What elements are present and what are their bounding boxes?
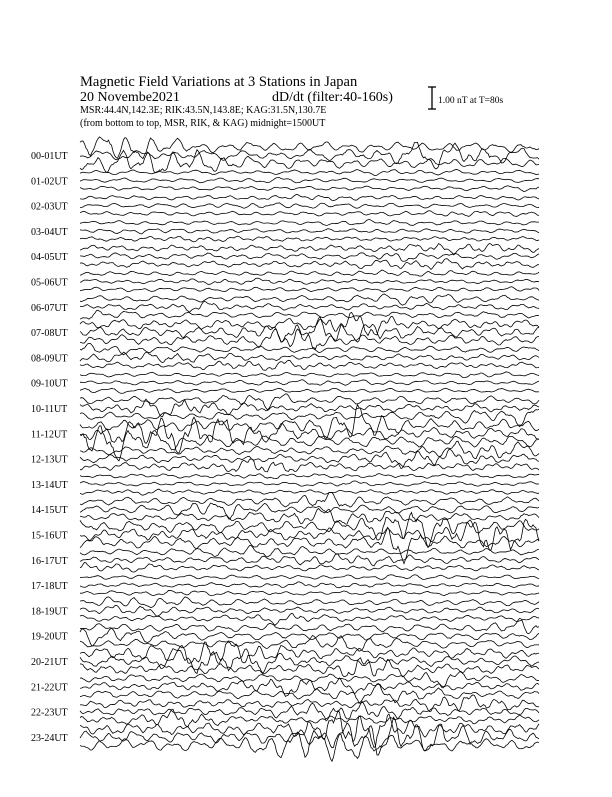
trace-rik-06-07UT	[80, 301, 539, 312]
hour-label: 06-07UT	[31, 302, 68, 314]
trace-kag-21-22UT	[80, 672, 539, 688]
trace-kag-08-09UT	[80, 343, 539, 354]
trace-kag-06-07UT	[80, 294, 539, 305]
trace-rik-03-04UT	[80, 229, 539, 234]
trace-kag-09-10UT	[80, 372, 539, 378]
trace-rik-14-15UT	[80, 503, 539, 519]
quantity-label: dD/dt (filter:40-160s)	[272, 90, 393, 105]
trace-msr-13-14UT	[80, 489, 539, 495]
hour-label: 02-03UT	[31, 201, 68, 213]
trace-kag-14-15UT	[80, 492, 539, 507]
trace-msr-23-24UT	[80, 730, 539, 761]
scale-bar	[428, 87, 503, 109]
hour-label: 16-17UT	[31, 555, 68, 567]
trace-msr-03-04UT	[80, 236, 539, 242]
trace-rik-13-14UT	[80, 481, 539, 486]
trace-kag-18-19UT	[80, 597, 539, 608]
hour-label: 15-16UT	[31, 530, 68, 542]
order-label: (from bottom to top, MSR, RIK, & KAG) midnight=1500UT	[80, 118, 326, 129]
hour-label: 10-11UT	[31, 404, 68, 415]
hour-label: 03-04UT	[31, 226, 68, 238]
trace-rik-11-12UT	[80, 417, 539, 453]
hour-label: 22-23UT	[31, 707, 68, 719]
trace-msr-12-13UT	[80, 459, 539, 472]
traces	[80, 137, 539, 761]
trace-msr-02-03UT	[80, 211, 539, 217]
hour-label: 00-01UT	[31, 151, 68, 162]
trace-msr-01-02UT	[80, 186, 539, 192]
hour-label: 19-20UT	[31, 631, 68, 643]
trace-rik-18-19UT	[80, 605, 539, 616]
hour-label: 05-06UT	[31, 277, 68, 289]
trace-msr-18-19UT	[80, 613, 539, 625]
trace-msr-09-10UT	[80, 388, 539, 393]
hour-label: 21-22UT	[31, 682, 68, 694]
trace-kag-16-17UT	[80, 546, 539, 557]
trace-msr-17-18UT	[80, 590, 539, 595]
trace-msr-04-05UT	[80, 259, 539, 270]
stations-label: MSR:44.4N,142.3E; RIK:43.5N,143.8E; KAG:31.5N,130.7E	[80, 105, 327, 116]
trace-rik-04-05UT	[80, 253, 539, 261]
trace-msr-10-11UT	[80, 409, 539, 427]
hour-label: 13-14UT	[31, 479, 68, 491]
trace-rik-17-18UT	[80, 582, 539, 588]
trace-rik-02-03UT	[80, 203, 539, 208]
trace-kag-17-18UT	[80, 575, 539, 580]
trace-rik-09-10UT	[80, 380, 539, 386]
hour-label: 18-19UT	[31, 606, 68, 618]
trace-rik-01-02UT	[80, 178, 539, 183]
trace-kag-10-11UT	[80, 394, 539, 410]
trace-kag-01-02UT	[80, 169, 539, 175]
trace-kag-03-04UT	[80, 219, 539, 225]
trace-msr-06-07UT	[80, 310, 539, 319]
trace-msr-11-12UT	[80, 426, 539, 461]
trace-kag-11-12UT	[80, 405, 539, 439]
hour-label: 23-24UT	[31, 732, 68, 744]
hour-label: 09-10UT	[31, 378, 68, 390]
hour-labels	[31, 151, 68, 744]
trace-kag-23-24UT	[80, 711, 539, 748]
trace-kag-13-14UT	[80, 473, 539, 478]
hour-label: 01-02UT	[31, 176, 68, 188]
hour-label: 11-12UT	[31, 429, 68, 441]
trace-rik-22-23UT	[80, 701, 539, 720]
hour-label: 20-21UT	[31, 657, 68, 668]
trace-kag-04-05UT	[80, 243, 539, 254]
scale-bar-label: 1.00 nT at T=80s	[438, 96, 504, 106]
trace-rik-08-09UT	[80, 352, 539, 362]
trace-rik-05-06UT	[80, 278, 539, 284]
trace-msr-22-23UT	[80, 709, 539, 726]
date-label: 20 Novembe2021	[80, 90, 180, 105]
trace-rik-07-08UT	[80, 317, 539, 343]
hour-label: 14-15UT	[31, 505, 68, 517]
trace-msr-14-15UT	[80, 508, 539, 524]
trace-msr-05-06UT	[80, 287, 539, 292]
hour-label: 12-13UT	[31, 454, 68, 466]
chart-title: Magnetic Field Variations at 3 Stations in Japan	[80, 74, 358, 90]
trace-msr-08-09UT	[80, 360, 539, 370]
trace-kag-02-03UT	[80, 195, 539, 201]
hour-label: 08-09UT	[31, 353, 68, 365]
trace-msr-16-17UT	[80, 562, 539, 572]
hour-label: 17-18UT	[31, 581, 68, 593]
trace-kag-05-06UT	[80, 270, 539, 276]
trace-rik-23-24UT	[80, 717, 539, 755]
hour-label: 04-05UT	[31, 252, 68, 264]
hour-label: 07-08UT	[31, 328, 68, 340]
